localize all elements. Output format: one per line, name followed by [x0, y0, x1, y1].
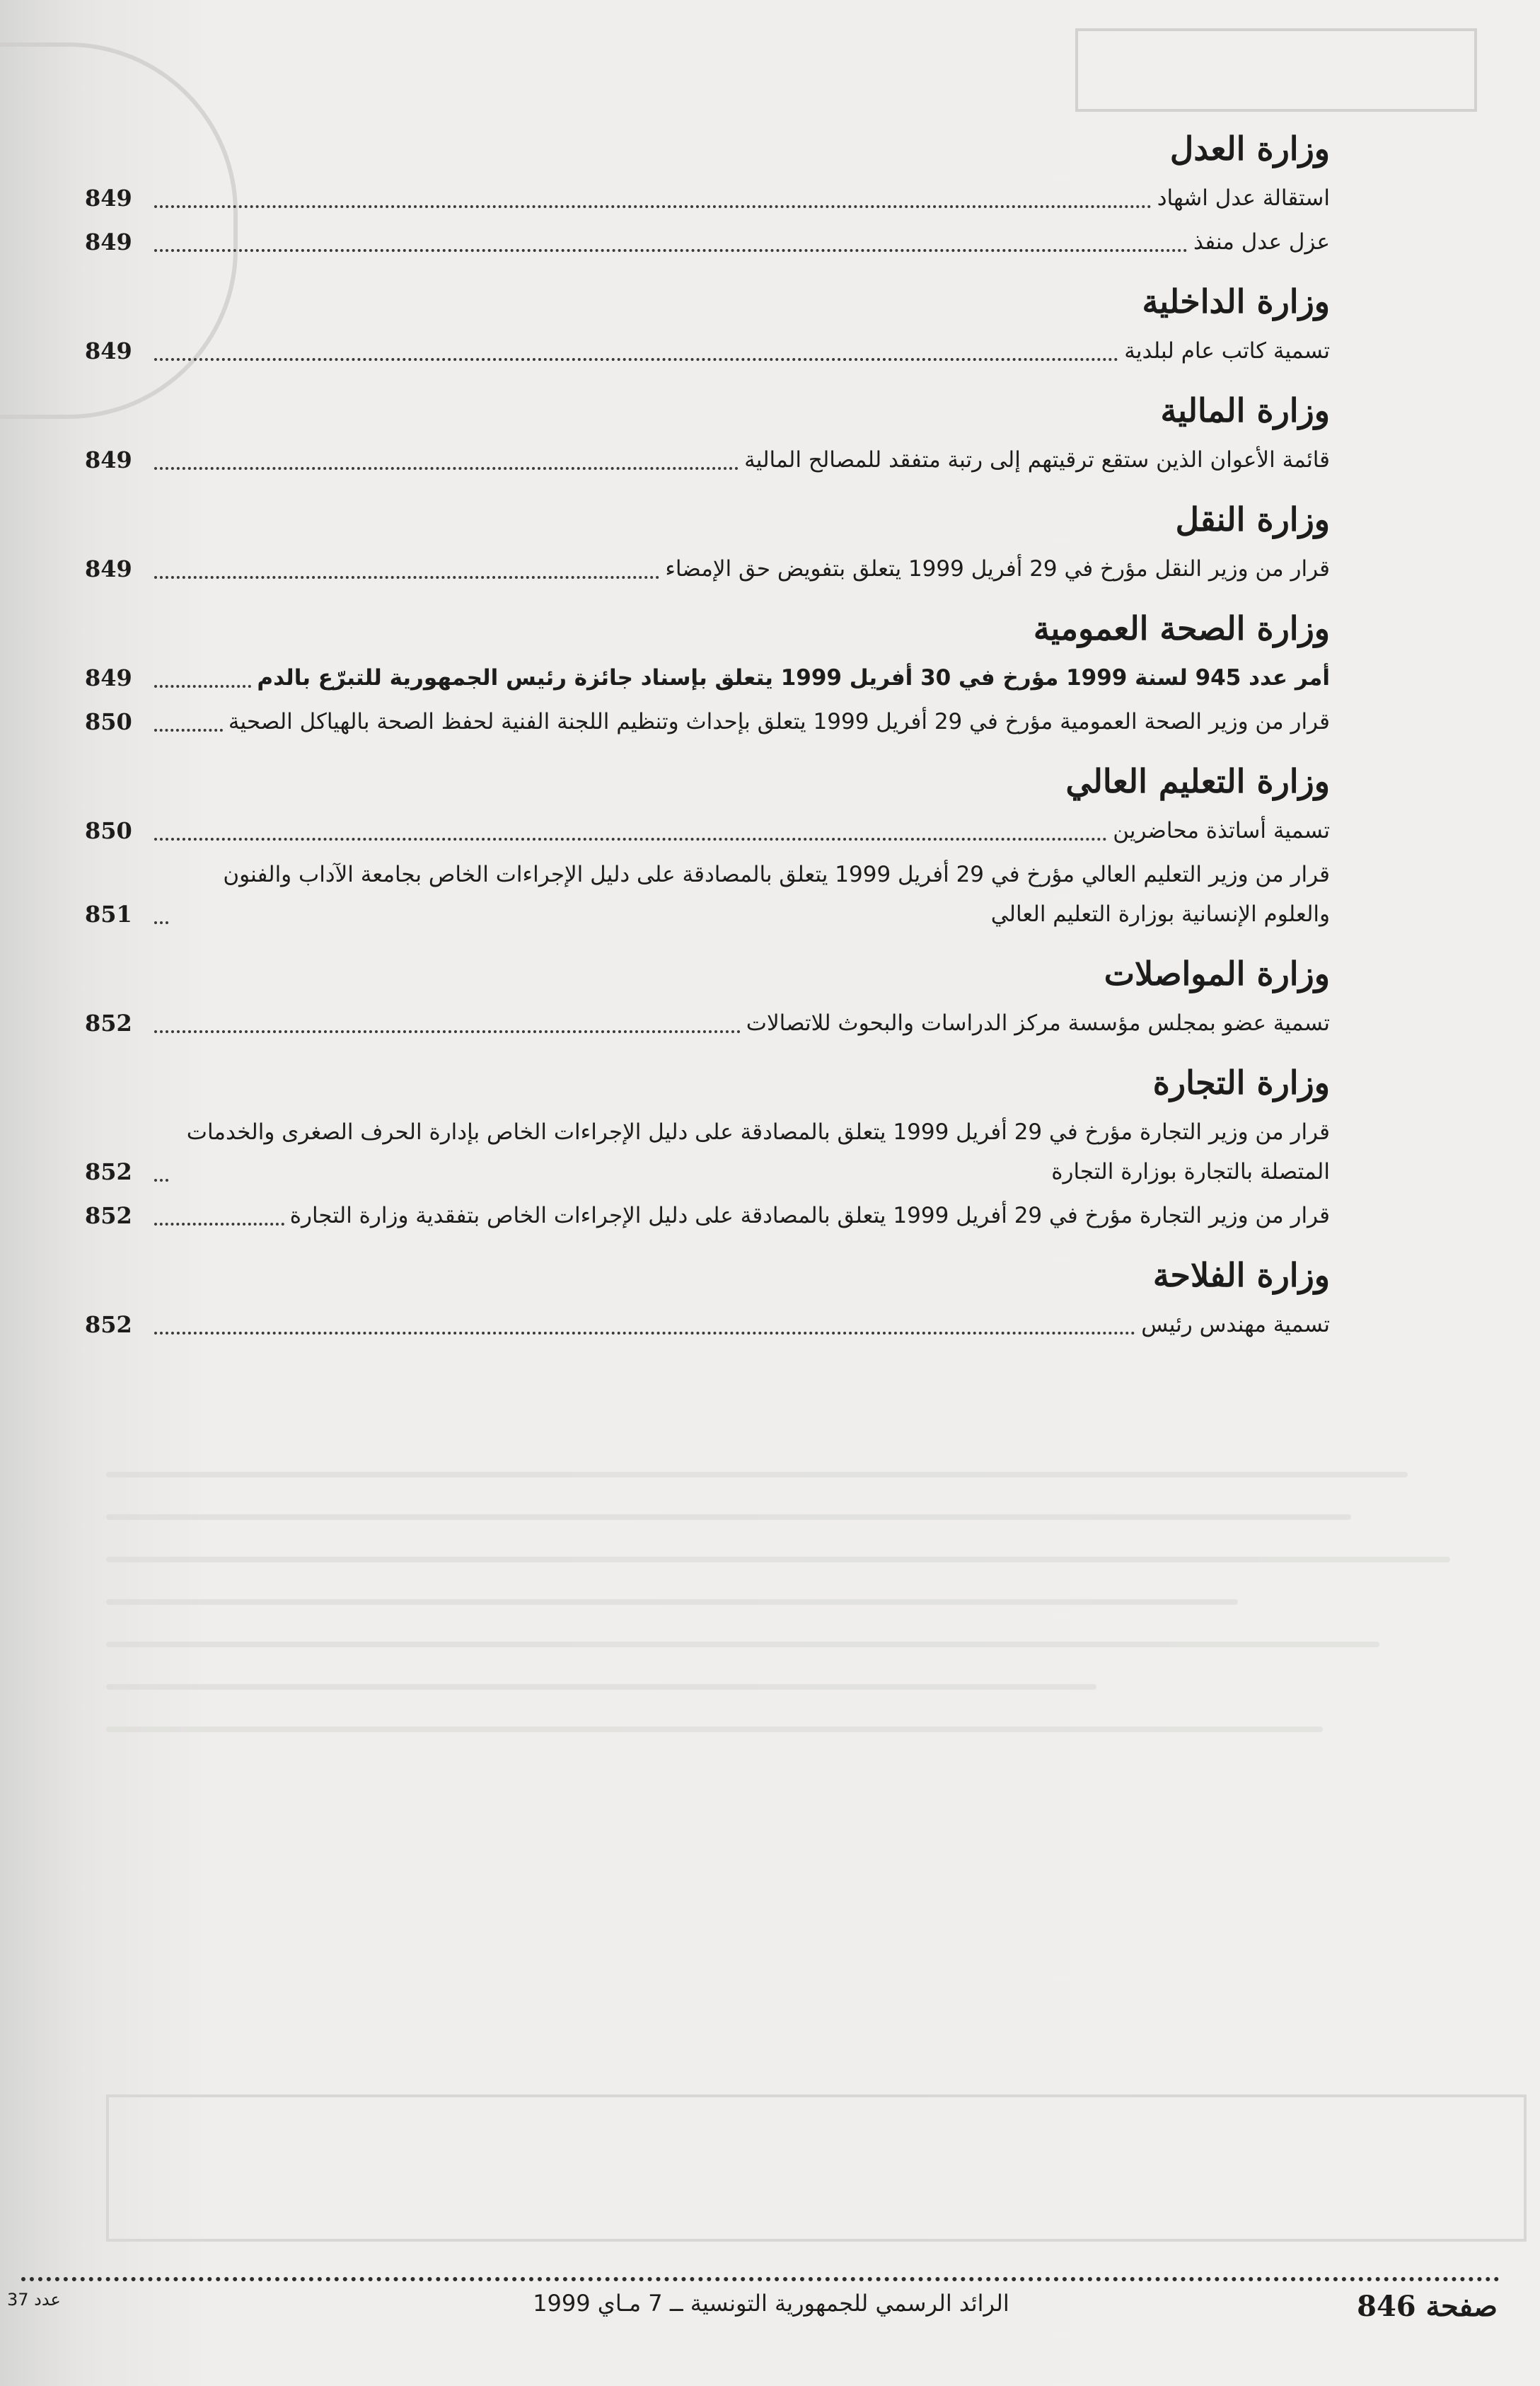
bleed-through-box	[106, 2094, 1527, 2242]
dot-leader	[154, 1023, 741, 1033]
toc-entry-text: تسمية أساتذة محاضرين	[1113, 818, 1330, 843]
toc-entry	[85, 855, 1330, 934]
toc-entry	[85, 549, 1330, 589]
ministry-heading: وزارة العدل	[1169, 129, 1330, 168]
footer-page-number: صفحة 846	[1357, 2290, 1498, 2323]
dot-leader	[154, 351, 1118, 361]
toc-page-number: 852	[85, 1010, 132, 1037]
ministry-heading: وزارة الصحة العمومية	[1033, 609, 1330, 647]
footer-rule	[21, 2277, 1500, 2281]
toc-page-number: 852	[85, 1202, 132, 1229]
ministry-heading: وزارة الفلاحة	[1152, 1256, 1330, 1294]
dot-leader	[154, 569, 659, 579]
toc-page-number: 851	[85, 901, 132, 928]
toc-entry-text: قائمة الأعوان الذين ستقع ترقيتهم إلى رتبة متفقد للمصالح المالية	[744, 447, 1330, 473]
toc-entry	[85, 440, 1330, 480]
toc-page-number: 849	[85, 446, 132, 473]
toc-entry-text: قرار من وزير الصحة العمومية مؤرخ في 29 أفريل 1999 يتعلق بإحداث وتنظيم اللجنة الفنية لحفظ الصحة بالهياكل الصحية	[228, 709, 1330, 734]
dot-leader	[154, 242, 1188, 252]
toc-entry	[85, 702, 1330, 742]
toc-entry-text: استقالة عدل اشهاد	[1157, 185, 1330, 211]
toc-entry-text: تسمية مهندس رئيس	[1141, 1312, 1330, 1337]
dot-leader	[154, 914, 168, 924]
table-of-contents	[85, 127, 1330, 1349]
ministry-heading: وزارة التعليم العالي	[1065, 762, 1330, 800]
toc-entry	[85, 331, 1330, 371]
toc-entry-text: قرار من وزير النقل مؤرخ في 29 أفريل 1999 يتعلق بتفويض حق الإمضاء	[665, 556, 1330, 582]
toc-entry	[85, 1112, 1330, 1192]
dot-leader	[154, 1325, 1135, 1335]
dot-leader	[154, 831, 1107, 841]
toc-entry-text: أمر عدد 945 لسنة 1999 مؤرخ في 30 أفريل 1999 يتعلق بإسناد جائزة رئيس الجمهورية للتبرّع بالدم	[257, 665, 1330, 691]
dot-leader	[154, 678, 251, 688]
dot-leader	[154, 722, 223, 732]
toc-entry-text: تسمية كاتب عام لبلدية	[1124, 338, 1330, 364]
ministry-heading: وزارة التجارة	[1152, 1064, 1330, 1102]
toc-page-number: 852	[85, 1311, 132, 1338]
bleed-through-text	[106, 1472, 1521, 2109]
dot-leader	[154, 1216, 284, 1226]
toc-entry	[85, 222, 1330, 262]
toc-page-number: 849	[85, 555, 132, 582]
footer-issue-number: عدد 37	[7, 2290, 61, 2310]
toc-page-number: 850	[85, 817, 132, 844]
toc-entry-text: عزل عدل منفذ	[1193, 229, 1330, 255]
ministry-heading: وزارة المواصلات	[1104, 955, 1330, 993]
dot-leader	[154, 460, 739, 470]
toc-entry	[85, 1003, 1330, 1043]
toc-entry-text: قرار من وزير التجارة مؤرخ في 29 أفريل 1999 يتعلق بالمصادقة على دليل الإجراءات الخاص بتفقدية وزارة التجارة	[289, 1203, 1330, 1228]
toc-page-number: 849	[85, 664, 132, 691]
toc-entry	[85, 178, 1330, 218]
toc-entry	[85, 811, 1330, 851]
toc-page-number: 850	[85, 708, 132, 735]
toc-entry	[85, 1196, 1330, 1235]
toc-entry	[85, 1305, 1330, 1344]
footer-publication-title: الرائد الرسمي للجمهورية التونسية ــ 7 مـاي 1999	[533, 2290, 1009, 2317]
dot-leader	[154, 198, 1152, 208]
toc-entry	[85, 658, 1330, 698]
toc-entry-text: قرار من وزير التجارة مؤرخ في 29 أفريل 1999 يتعلق بالمصادقة على دليل الإجراءات الخاص بإدارة الحرف الصغرى والخدمات المتصلة بالتجارة بوزارة التجارة	[186, 1119, 1330, 1185]
toc-page-number: 849	[85, 185, 132, 212]
toc-entry-text: تسمية عضو بمجلس مؤسسة مركز الدراسات والبحوث للاتصالات	[746, 1010, 1330, 1036]
toc-page-number: 849	[85, 338, 132, 364]
ministry-heading: وزارة النقل	[1175, 500, 1330, 538]
ministry-heading: وزارة الداخلية	[1142, 282, 1330, 321]
toc-entry-text: قرار من وزير التعليم العالي مؤرخ في 29 أفريل 1999 يتعلق بالمصادقة على دليل الإجراءات الخاص بجامعة الآداب والفنون والعلوم الإنسانية بوزارة التعليم العالي	[223, 862, 1330, 927]
toc-page-number: 849	[85, 229, 132, 255]
dot-leader	[154, 1172, 168, 1182]
ministry-heading: وزارة المالية	[1160, 391, 1330, 430]
bleed-through-header-box	[1075, 28, 1477, 112]
toc-page-number: 852	[85, 1158, 132, 1185]
